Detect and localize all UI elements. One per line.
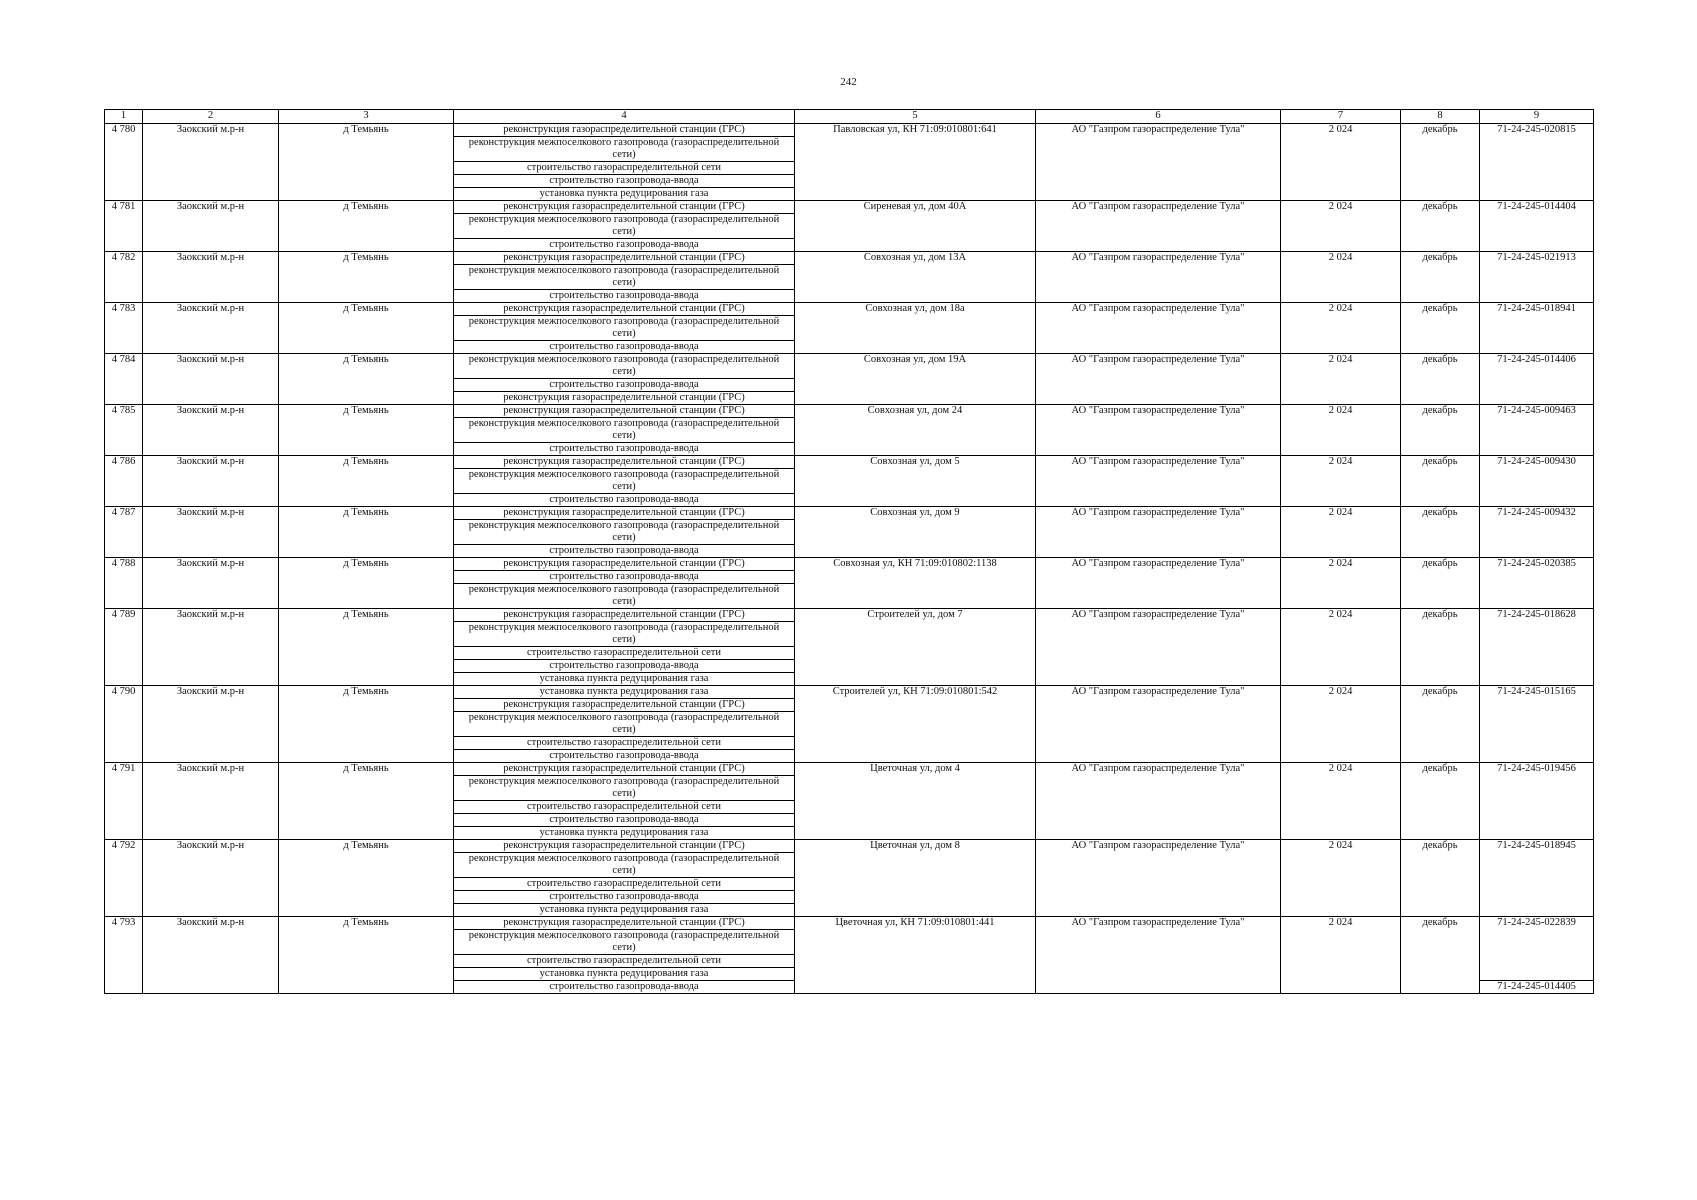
- month-cell: декабрь: [1401, 456, 1480, 507]
- table-row: [105, 456, 1594, 469]
- column-header: 1: [105, 110, 143, 124]
- work-item: реконструкция газораспределительной станции (ГРС): [454, 507, 795, 520]
- settlement-cell: д Темьянь: [279, 405, 454, 456]
- year-cell: 2 024: [1281, 507, 1401, 558]
- district-cell: Заокский м.р-н: [143, 124, 279, 201]
- work-item: реконструкция газораспределительной станции (ГРС): [454, 558, 795, 571]
- settlement-cell: д Темьянь: [279, 917, 454, 994]
- work-item: строительство газораспределительной сети: [454, 955, 795, 968]
- month-cell: декабрь: [1401, 917, 1480, 994]
- record-number: 4 792: [105, 840, 143, 917]
- work-item: реконструкция межпоселкового газопровода (газораспределительной сети): [454, 776, 795, 801]
- record-number: 4 789: [105, 609, 143, 686]
- work-item: установка пункта редуцирования газа: [454, 968, 795, 981]
- work-item: установка пункта редуцирования газа: [454, 686, 795, 699]
- record-number: 4 780: [105, 124, 143, 201]
- district-cell: Заокский м.р-н: [143, 405, 279, 456]
- address-cell: Совхозная ул, дом 9: [795, 507, 1036, 558]
- record-group: [105, 840, 1594, 917]
- work-item: реконструкция межпоселкового газопровода (газораспределительной сети): [454, 853, 795, 878]
- table-row: [105, 303, 1594, 316]
- month-cell: декабрь: [1401, 201, 1480, 252]
- settlement-cell: д Темьянь: [279, 252, 454, 303]
- operator-cell: АО "Газпром газораспределение Тула": [1036, 252, 1281, 303]
- record-number: 4 790: [105, 686, 143, 763]
- month-cell: декабрь: [1401, 354, 1480, 405]
- operator-cell: АО "Газпром газораспределение Тула": [1036, 917, 1281, 994]
- work-item: строительство газопровода-ввода: [454, 239, 795, 252]
- work-item: строительство газопровода-ввода: [454, 341, 795, 354]
- work-item: реконструкция газораспределительной станции (ГРС): [454, 456, 795, 469]
- address-cell: Совхозная ул, дом 24: [795, 405, 1036, 456]
- record-number: 4 791: [105, 763, 143, 840]
- district-cell: Заокский м.р-н: [143, 507, 279, 558]
- record-number: 4 788: [105, 558, 143, 609]
- settlement-cell: д Темьянь: [279, 686, 454, 763]
- column-header: 7: [1281, 110, 1401, 124]
- district-cell: Заокский м.р-н: [143, 917, 279, 994]
- settlement-cell: д Темьянь: [279, 201, 454, 252]
- record-group: [105, 354, 1594, 405]
- object-code-cell: 71-24-245-020385: [1480, 558, 1594, 609]
- object-code-cell: 71-24-245-019456: [1480, 763, 1594, 840]
- work-item: реконструкция межпоселкового газопровода (газораспределительной сети): [454, 520, 795, 545]
- table-row: [105, 507, 1594, 520]
- record-group: [105, 252, 1594, 303]
- district-cell: Заокский м.р-н: [143, 609, 279, 686]
- district-cell: Заокский м.р-н: [143, 456, 279, 507]
- year-cell: 2 024: [1281, 354, 1401, 405]
- object-code-cell: 71-24-245-018941: [1480, 303, 1594, 354]
- record-group: [105, 456, 1594, 507]
- work-item: строительство газопровода-ввода: [454, 814, 795, 827]
- year-cell: 2 024: [1281, 609, 1401, 686]
- record-number: 4 783: [105, 303, 143, 354]
- table-row: [105, 201, 1594, 214]
- year-cell: 2 024: [1281, 124, 1401, 201]
- column-header: 3: [279, 110, 454, 124]
- work-item: строительство газораспределительной сети: [454, 801, 795, 814]
- address-cell: Совхозная ул, дом 18а: [795, 303, 1036, 354]
- operator-cell: АО "Газпром газораспределение Тула": [1036, 303, 1281, 354]
- month-cell: декабрь: [1401, 507, 1480, 558]
- settlement-cell: д Темьянь: [279, 763, 454, 840]
- work-item: строительство газопровода-ввода: [454, 175, 795, 188]
- work-item: реконструкция межпоселкового газопровода (газораспределительной сети): [454, 622, 795, 647]
- work-item: установка пункта редуцирования газа: [454, 673, 795, 686]
- month-cell: декабрь: [1401, 252, 1480, 303]
- address-cell: Совхозная ул, дом 13А: [795, 252, 1036, 303]
- work-item: реконструкция межпоселкового газопровода (газораспределительной сети): [454, 354, 795, 379]
- work-item: реконструкция газораспределительной станции (ГРС): [454, 392, 795, 405]
- operator-cell: АО "Газпром газораспределение Тула": [1036, 507, 1281, 558]
- work-item: строительство газопровода-ввода: [454, 545, 795, 558]
- column-header: 2: [143, 110, 279, 124]
- year-cell: 2 024: [1281, 917, 1401, 994]
- month-cell: декабрь: [1401, 763, 1480, 840]
- object-code-cell: 71-24-245-014406: [1480, 354, 1594, 405]
- year-cell: 2 024: [1281, 840, 1401, 917]
- table-row: [105, 609, 1594, 622]
- work-item: установка пункта редуцирования газа: [454, 188, 795, 201]
- district-cell: Заокский м.р-н: [143, 303, 279, 354]
- record-group: [105, 686, 1594, 763]
- object-code-cell: 71-24-245-018628: [1480, 609, 1594, 686]
- settlement-cell: д Темьянь: [279, 354, 454, 405]
- operator-cell: АО "Газпром газораспределение Тула": [1036, 405, 1281, 456]
- work-item: реконструкция газораспределительной станции (ГРС): [454, 405, 795, 418]
- record-group: [105, 507, 1594, 558]
- month-cell: декабрь: [1401, 124, 1480, 201]
- record-group: [105, 609, 1594, 686]
- work-item: строительство газораспределительной сети: [454, 737, 795, 750]
- settlement-cell: д Темьянь: [279, 558, 454, 609]
- district-cell: Заокский м.р-н: [143, 558, 279, 609]
- address-cell: Строителей ул, дом 7: [795, 609, 1036, 686]
- year-cell: 2 024: [1281, 763, 1401, 840]
- settlement-cell: д Темьянь: [279, 303, 454, 354]
- work-item: реконструкция газораспределительной станции (ГРС): [454, 609, 795, 622]
- address-cell: Цветочная ул, дом 4: [795, 763, 1036, 840]
- object-code-cell: 71-24-245-022839: [1480, 917, 1594, 981]
- work-item: реконструкция межпоселкового газопровода (газораспределительной сети): [454, 418, 795, 443]
- address-cell: Цветочная ул, дом 8: [795, 840, 1036, 917]
- settlement-cell: д Темьянь: [279, 609, 454, 686]
- work-item: реконструкция межпоселкового газопровода (газораспределительной сети): [454, 469, 795, 494]
- header-row: [105, 110, 1594, 124]
- address-cell: Совхозная ул, КН 71:09:010802:1138: [795, 558, 1036, 609]
- month-cell: декабрь: [1401, 609, 1480, 686]
- table-row: [105, 252, 1594, 265]
- object-code-cell: 71-24-245-009432: [1480, 507, 1594, 558]
- table-row: [105, 405, 1594, 418]
- table-header: [105, 110, 1594, 124]
- record-number: 4 786: [105, 456, 143, 507]
- work-item: реконструкция газораспределительной станции (ГРС): [454, 763, 795, 776]
- work-item: строительство газораспределительной сети: [454, 878, 795, 891]
- operator-cell: АО "Газпром газораспределение Тула": [1036, 558, 1281, 609]
- operator-cell: АО "Газпром газораспределение Тула": [1036, 609, 1281, 686]
- record-group: [105, 303, 1594, 354]
- settlement-cell: д Темьянь: [279, 124, 454, 201]
- work-item: строительство газораспределительной сети: [454, 647, 795, 660]
- year-cell: 2 024: [1281, 252, 1401, 303]
- address-cell: Совхозная ул, дом 19А: [795, 354, 1036, 405]
- record-group: [105, 124, 1594, 201]
- work-item: строительство газопровода-ввода: [454, 660, 795, 673]
- object-code-cell: 71-24-245-018945: [1480, 840, 1594, 917]
- column-header: 6: [1036, 110, 1281, 124]
- page-number: 242: [840, 76, 857, 88]
- record-number: 4 781: [105, 201, 143, 252]
- work-item: строительство газораспределительной сети: [454, 162, 795, 175]
- work-item: реконструкция межпоселкового газопровода (газораспределительной сети): [454, 930, 795, 955]
- work-item: реконструкция газораспределительной станции (ГРС): [454, 917, 795, 930]
- table-row: [105, 558, 1594, 571]
- record-group: [105, 917, 1594, 994]
- address-cell: Павловская ул, КН 71:09:010801:641: [795, 124, 1036, 201]
- operator-cell: АО "Газпром газораспределение Тула": [1036, 763, 1281, 840]
- year-cell: 2 024: [1281, 405, 1401, 456]
- table-row: [105, 686, 1594, 699]
- month-cell: декабрь: [1401, 303, 1480, 354]
- work-item: строительство газопровода-ввода: [454, 571, 795, 584]
- table-row: [105, 124, 1594, 137]
- object-code-cell: 71-24-245-020815: [1480, 124, 1594, 201]
- operator-cell: АО "Газпром газораспределение Тула": [1036, 840, 1281, 917]
- work-item: строительство газопровода-ввода: [454, 750, 795, 763]
- district-cell: Заокский м.р-н: [143, 201, 279, 252]
- work-item: реконструкция газораспределительной станции (ГРС): [454, 699, 795, 712]
- column-header: 5: [795, 110, 1036, 124]
- object-code-cell: 71-24-245-014404: [1480, 201, 1594, 252]
- month-cell: декабрь: [1401, 405, 1480, 456]
- operator-cell: АО "Газпром газораспределение Тула": [1036, 686, 1281, 763]
- work-item: реконструкция межпоселкового газопровода (газораспределительной сети): [454, 265, 795, 290]
- settlement-cell: д Темьянь: [279, 507, 454, 558]
- settlement-cell: д Темьянь: [279, 840, 454, 917]
- work-item: строительство газопровода-ввода: [454, 494, 795, 507]
- column-header: 9: [1480, 110, 1594, 124]
- address-cell: Совхозная ул, дом 5: [795, 456, 1036, 507]
- record-number: 4 785: [105, 405, 143, 456]
- column-header: 4: [454, 110, 795, 124]
- work-item: реконструкция газораспределительной станции (ГРС): [454, 124, 795, 137]
- work-item: строительство газопровода-ввода: [454, 891, 795, 904]
- work-item: строительство газопровода-ввода: [454, 981, 795, 994]
- record-group: [105, 763, 1594, 840]
- operator-cell: АО "Газпром газораспределение Тула": [1036, 354, 1281, 405]
- record-group: [105, 405, 1594, 456]
- district-cell: Заокский м.р-н: [143, 686, 279, 763]
- district-cell: Заокский м.р-н: [143, 840, 279, 917]
- operator-cell: АО "Газпром газораспределение Тула": [1036, 456, 1281, 507]
- operator-cell: АО "Газпром газораспределение Тула": [1036, 201, 1281, 252]
- work-item: реконструкция газораспределительной станции (ГРС): [454, 252, 795, 265]
- table-row: [105, 917, 1594, 930]
- address-cell: Строителей ул, КН 71:09:010801:542: [795, 686, 1036, 763]
- work-item: реконструкция газораспределительной станции (ГРС): [454, 303, 795, 316]
- year-cell: 2 024: [1281, 303, 1401, 354]
- work-item: строительство газопровода-ввода: [454, 443, 795, 456]
- object-code-cell: 71-24-245-009463: [1480, 405, 1594, 456]
- year-cell: 2 024: [1281, 201, 1401, 252]
- work-item: реконструкция межпоселкового газопровода (газораспределительной сети): [454, 584, 795, 609]
- work-item: строительство газопровода-ввода: [454, 379, 795, 392]
- record-group: [105, 201, 1594, 252]
- table-row: [105, 840, 1594, 853]
- work-item: реконструкция межпоселкового газопровода (газораспределительной сети): [454, 137, 795, 162]
- month-cell: декабрь: [1401, 686, 1480, 763]
- work-item: реконструкция межпоселкового газопровода (газораспределительной сети): [454, 214, 795, 239]
- object-code-cell: 71-24-245-014405: [1480, 981, 1594, 994]
- work-item: реконструкция межпоселкового газопровода (газораспределительной сети): [454, 316, 795, 341]
- work-item: установка пункта редуцирования газа: [454, 827, 795, 840]
- work-item: реконструкция газораспределительной станции (ГРС): [454, 840, 795, 853]
- object-code-cell: 71-24-245-009430: [1480, 456, 1594, 507]
- address-cell: Сиреневая ул, дом 40А: [795, 201, 1036, 252]
- year-cell: 2 024: [1281, 558, 1401, 609]
- district-cell: Заокский м.р-н: [143, 252, 279, 303]
- address-cell: Цветочная ул, КН 71:09:010801:441: [795, 917, 1036, 994]
- record-number: 4 784: [105, 354, 143, 405]
- object-code-cell: 71-24-245-015165: [1480, 686, 1594, 763]
- table-row: [105, 354, 1594, 379]
- record-number: 4 787: [105, 507, 143, 558]
- year-cell: 2 024: [1281, 686, 1401, 763]
- district-cell: Заокский м.р-н: [143, 763, 279, 840]
- column-header: 8: [1401, 110, 1480, 124]
- work-item: установка пункта редуцирования газа: [454, 904, 795, 917]
- work-item: реконструкция газораспределительной станции (ГРС): [454, 201, 795, 214]
- operator-cell: АО "Газпром газораспределение Тула": [1036, 124, 1281, 201]
- record-number: 4 782: [105, 252, 143, 303]
- registry-table: [104, 109, 1594, 994]
- record-group: [105, 558, 1594, 609]
- month-cell: декабрь: [1401, 558, 1480, 609]
- month-cell: декабрь: [1401, 840, 1480, 917]
- object-code-cell: 71-24-245-021913: [1480, 252, 1594, 303]
- settlement-cell: д Темьянь: [279, 456, 454, 507]
- record-number: 4 793: [105, 917, 143, 994]
- work-item: строительство газопровода-ввода: [454, 290, 795, 303]
- district-cell: Заокский м.р-н: [143, 354, 279, 405]
- year-cell: 2 024: [1281, 456, 1401, 507]
- work-item: реконструкция межпоселкового газопровода (газораспределительной сети): [454, 712, 795, 737]
- table-row: [105, 763, 1594, 776]
